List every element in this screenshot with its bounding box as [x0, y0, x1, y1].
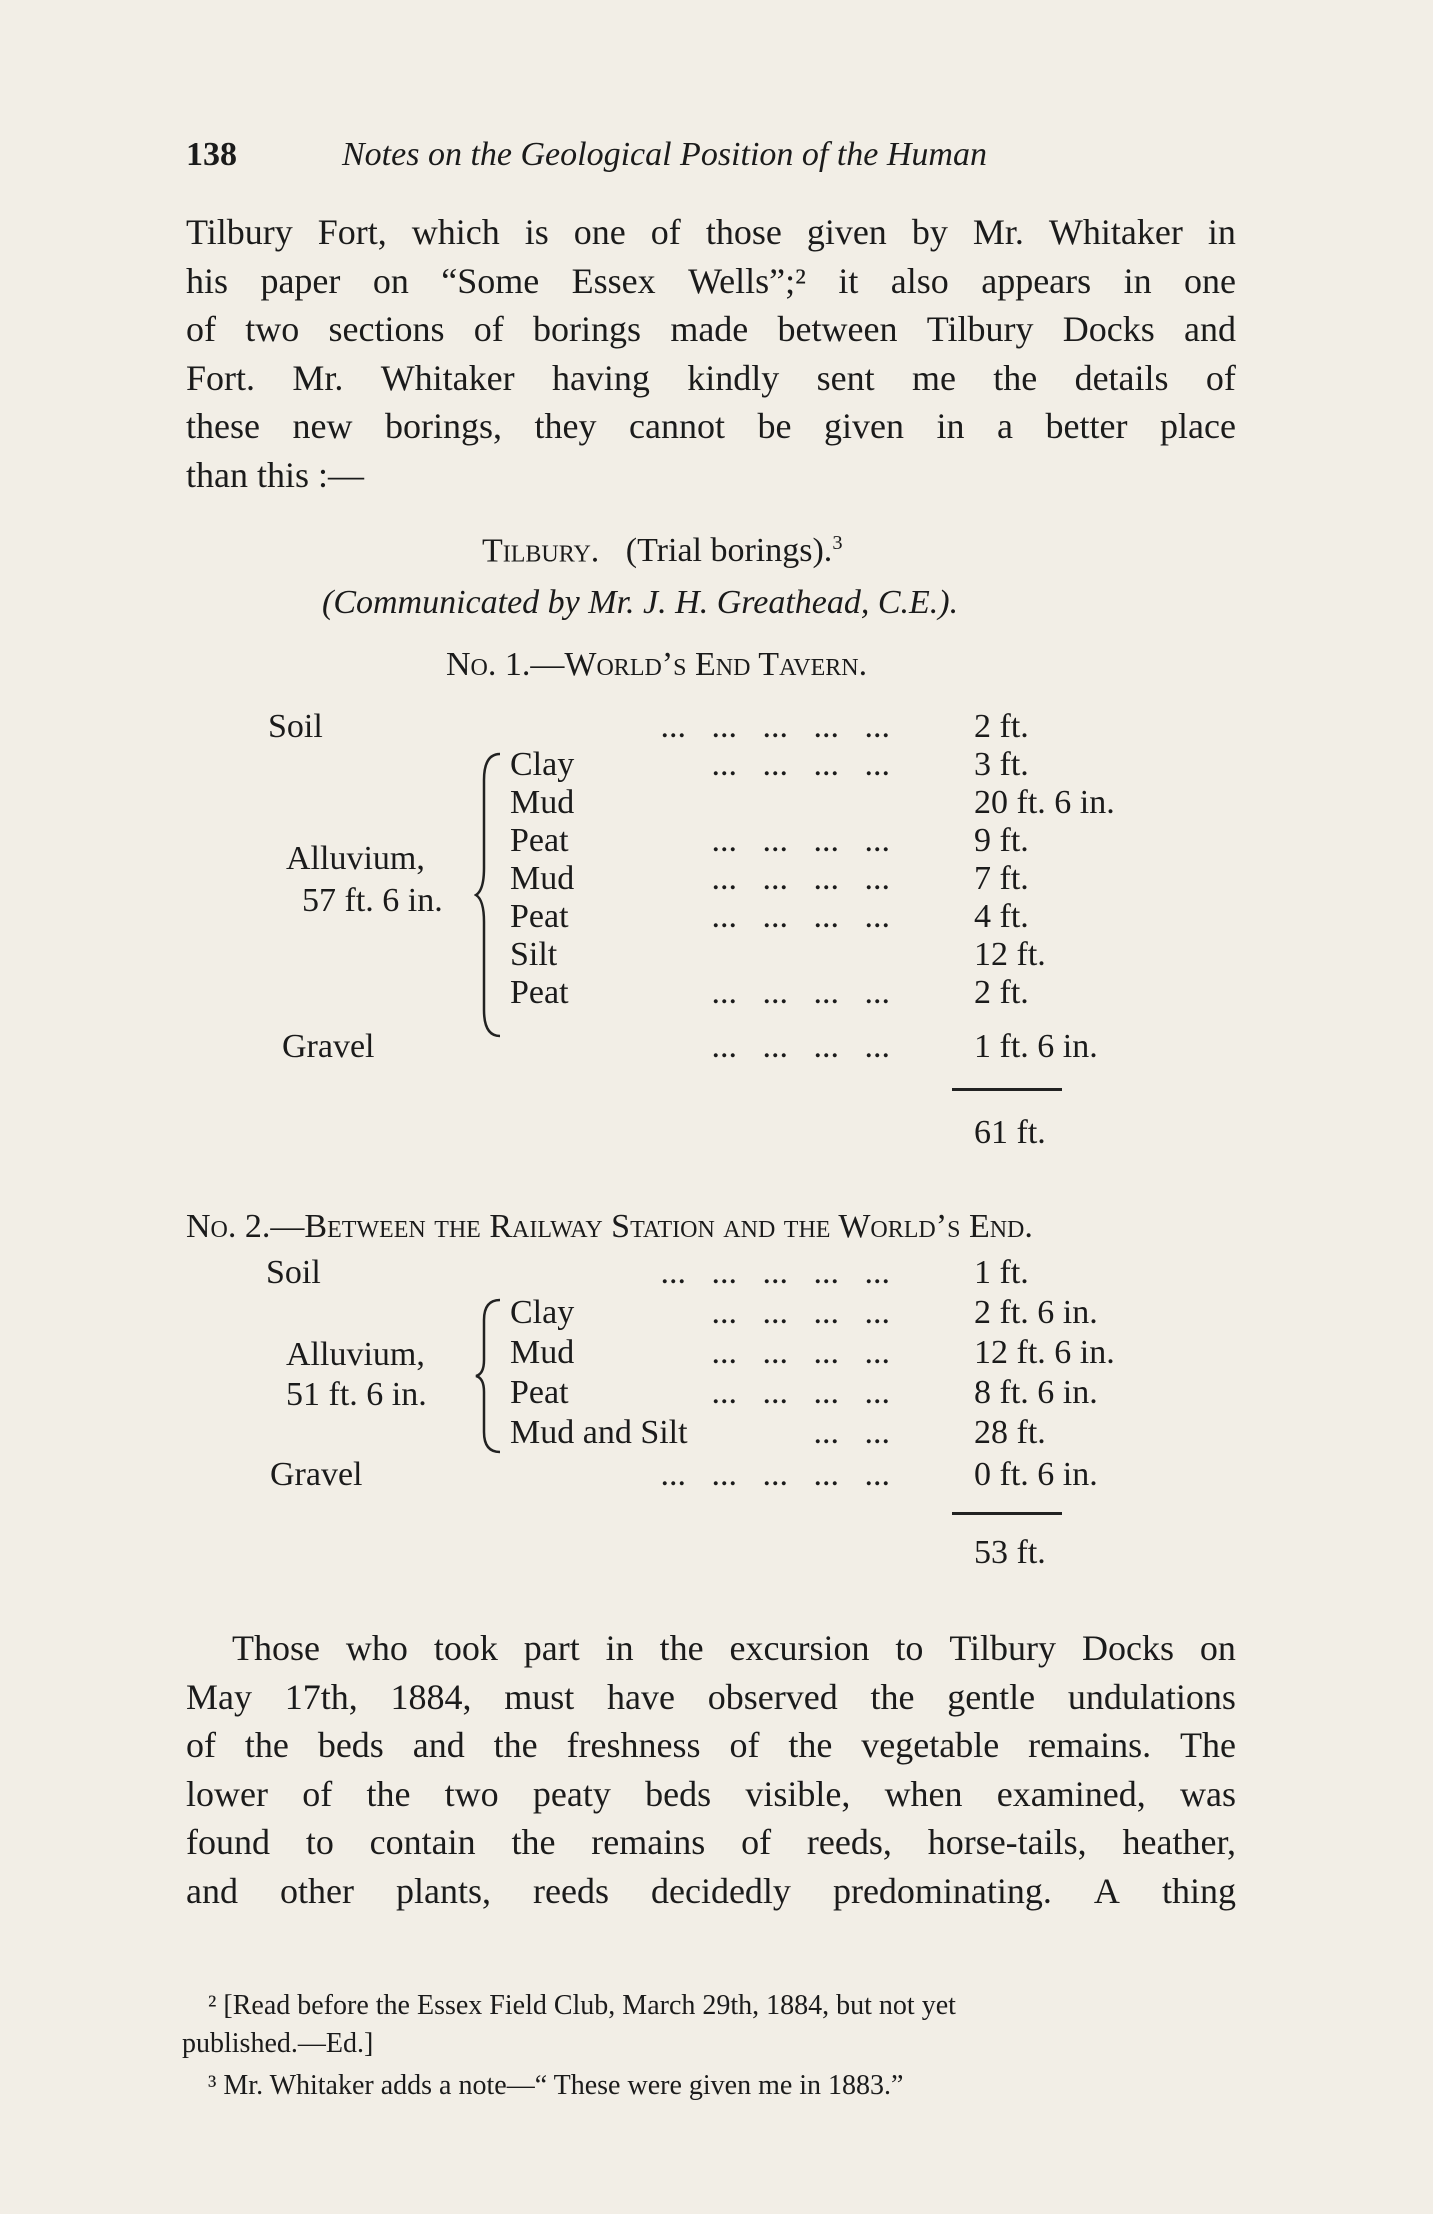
word: Tilbury — [926, 309, 1034, 349]
word: having — [551, 357, 650, 398]
leader-dots: ... ... ... ... — [711, 822, 890, 859]
word: the — [870, 1676, 915, 1717]
word: these — [186, 406, 260, 446]
layer-thickness: 7 ft. — [974, 860, 1029, 897]
word: the — [493, 1725, 538, 1765]
word: vegetable — [861, 1725, 1000, 1765]
closing-line — [186, 1818, 1236, 1867]
word: contain — [369, 1822, 476, 1862]
boring1-group-thickness: 57 ft. 6 in. — [302, 882, 443, 919]
word: the — [788, 1725, 833, 1765]
layer-label: Mud — [510, 860, 575, 897]
word: new — [292, 406, 353, 446]
layer-label: Mud and Silt — [510, 1414, 688, 1451]
word: two — [444, 1773, 499, 1814]
closing-line — [186, 1867, 1236, 1916]
word: Docks — [1062, 309, 1155, 349]
word: The — [1180, 1725, 1236, 1765]
word: of — [741, 1822, 772, 1862]
intro-line — [186, 208, 1236, 257]
word: of — [186, 309, 216, 349]
layer-label: Peat — [510, 822, 569, 859]
word: me — [911, 357, 956, 398]
boring2-total: 53 ft. — [974, 1534, 1046, 1571]
word: Docks — [1081, 1628, 1174, 1668]
word: one — [573, 212, 626, 252]
layer-thickness: 8 ft. 6 in. — [974, 1374, 1098, 1411]
closing-line — [232, 1624, 1236, 1673]
word: reeds — [533, 1870, 609, 1911]
layer-thickness: 1 ft. 6 in. — [974, 1028, 1098, 1065]
word: given — [823, 406, 904, 446]
section-title-rest: (Trial borings). — [625, 532, 833, 570]
word: of — [186, 1725, 216, 1765]
intro-line — [186, 305, 1236, 354]
layer-thickness: 2 ft. — [974, 974, 1029, 1011]
word: the — [659, 1628, 704, 1668]
word: the — [244, 1725, 289, 1765]
word: other — [280, 1870, 354, 1911]
layer-label: Peat — [510, 898, 569, 935]
leader-dots: ... ... ... ... — [711, 746, 890, 783]
word: who — [345, 1628, 408, 1668]
leader-dots: ... ... ... ... ... — [660, 708, 890, 745]
layer-thickness: 28 ft. — [974, 1414, 1046, 1451]
layer-label: Silt — [510, 936, 558, 973]
layer-label: Soil — [266, 1254, 321, 1291]
leader-dots: ... ... ... ... — [711, 1374, 890, 1411]
word: and — [1184, 309, 1236, 349]
layer-thickness: 2 ft. 6 in. — [974, 1294, 1098, 1331]
word: and — [412, 1725, 465, 1765]
intro-line — [186, 402, 1236, 451]
word: better — [1045, 406, 1128, 446]
layer-thickness: 4 ft. — [974, 898, 1029, 935]
closing-line — [186, 1721, 1236, 1770]
word: undulations — [1067, 1676, 1236, 1717]
word: 17th, — [284, 1676, 358, 1717]
word: “Some — [441, 260, 540, 301]
boring1-title: No. 1.—World’s End Tavern. — [446, 646, 868, 683]
page-number: 138 — [186, 136, 237, 173]
word: found — [186, 1822, 270, 1862]
word: Mr. — [292, 357, 344, 398]
section-heading — [482, 532, 843, 570]
word: of — [302, 1773, 333, 1814]
layer-thickness: 3 ft. — [974, 746, 1029, 783]
footnote-2-line2: published.—Ed.] — [182, 2028, 374, 2059]
word: Whitaker — [1048, 212, 1183, 252]
boring1-brace — [474, 750, 504, 1040]
word: May — [186, 1676, 252, 1717]
word: in — [1123, 260, 1152, 301]
closing-line — [186, 1673, 1236, 1722]
layer-label: Clay — [510, 1294, 575, 1331]
word: given — [806, 212, 887, 252]
word: Essex — [571, 260, 656, 301]
word: his — [186, 260, 229, 301]
word: horse-tails, — [927, 1822, 1087, 1862]
layer-thickness: 12 ft. — [974, 936, 1046, 973]
leader-dots: ... ... ... ... — [711, 860, 890, 897]
footnote-3: ³ Mr. Whitaker adds a note—“ These were given me in 1883.” — [208, 2070, 904, 2101]
leader-dots: ... ... ... ... — [711, 898, 890, 935]
layer-thickness: 1 ft. — [974, 1254, 1029, 1291]
layer-label: Mud — [510, 784, 575, 821]
word: also — [890, 260, 949, 301]
word: in — [1207, 212, 1236, 252]
word: in — [936, 406, 965, 446]
word: kindly — [687, 357, 780, 398]
word: borings, — [384, 406, 502, 446]
layer-label: Clay — [510, 746, 575, 783]
word: Those — [232, 1628, 320, 1668]
word: beds — [317, 1725, 384, 1765]
word: must — [504, 1676, 575, 1717]
intro-line — [186, 354, 1236, 403]
section-title: Tilbury. — [482, 532, 600, 570]
word: sections — [328, 309, 445, 349]
word: of — [650, 212, 681, 252]
word: have — [607, 1676, 675, 1717]
word: lower — [186, 1773, 268, 1814]
layer-label: Mud — [510, 1334, 575, 1371]
word: predominating. — [832, 1870, 1052, 1911]
intro-line — [186, 257, 1236, 306]
word: of — [729, 1725, 760, 1765]
word: decidedly — [650, 1870, 791, 1911]
communicated-by: (Communicated by Mr. J. H. Greathead, C.E.). — [322, 584, 959, 621]
boring2-group-label: Alluvium, — [286, 1336, 425, 1373]
leader-dots: ... ... ... ... — [711, 1334, 890, 1371]
word: when — [884, 1773, 963, 1814]
word: Tilbury — [186, 212, 293, 252]
word: than this :— — [186, 454, 364, 495]
word: cannot — [629, 406, 725, 446]
layer-label: Soil — [268, 708, 323, 745]
boring1-total: 61 ft. — [974, 1114, 1046, 1151]
leader-dots: ... ... ... ... — [711, 1028, 890, 1065]
leader-dots: ... ... ... ... ... — [660, 1456, 890, 1493]
word: examined, — [996, 1773, 1146, 1814]
word: reeds, — [806, 1822, 892, 1862]
word: gentle — [947, 1676, 1036, 1717]
word: plants, — [395, 1870, 491, 1911]
word: Whitaker — [380, 357, 515, 398]
word: 1884, — [390, 1676, 472, 1717]
word: heather, — [1122, 1822, 1236, 1862]
boring2-sum-rule — [952, 1512, 1062, 1515]
footnote-2-line1: ² [Read before the Essex Field Club, March 29th, 1884, but not yet — [208, 1990, 956, 2021]
word: they — [534, 406, 597, 446]
word: and — [186, 1870, 238, 1911]
layer-label: Peat — [510, 1374, 569, 1411]
word: the — [993, 357, 1038, 398]
word: Fort, — [317, 212, 387, 252]
leader-dots: ... ... ... ... — [711, 1294, 890, 1331]
layer-thickness: 12 ft. 6 in. — [974, 1334, 1115, 1371]
word: Wells”;² — [688, 260, 806, 301]
boring2-title: No. 2.—Between the Railway Station and the World’s End. — [186, 1208, 1033, 1245]
word: those — [705, 212, 782, 252]
layer-label: Peat — [510, 974, 569, 1011]
layer-thickness: 20 ft. 6 in. — [974, 784, 1115, 821]
boring2-group-thickness: 51 ft. 6 in. — [286, 1376, 427, 1413]
word: in — [605, 1628, 634, 1668]
word: remains. — [1028, 1725, 1152, 1765]
word: of — [473, 309, 504, 349]
word: was — [1179, 1773, 1236, 1814]
word: on — [1199, 1628, 1236, 1668]
word: the — [511, 1822, 556, 1862]
layer-label: Gravel — [282, 1028, 375, 1065]
word: remains — [591, 1822, 706, 1862]
layer-thickness: 0 ft. 6 in. — [974, 1456, 1098, 1493]
word: peaty — [532, 1773, 611, 1814]
word: a — [997, 406, 1013, 446]
boring1-group-label: Alluvium, — [286, 840, 425, 877]
leader-dots: ... ... ... ... ... — [660, 1254, 890, 1291]
word: made — [670, 309, 749, 349]
word: place — [1159, 406, 1236, 446]
word: Mr. — [972, 212, 1024, 252]
word: Fort. — [186, 357, 256, 398]
layer-thickness: 2 ft. — [974, 708, 1029, 745]
closing-line — [186, 1770, 1236, 1819]
footnote-ref-3: 3 — [832, 532, 843, 554]
word: visible, — [745, 1773, 851, 1814]
leader-dots: ... ... — [813, 1414, 890, 1451]
word: on — [372, 260, 409, 301]
word: one — [1184, 260, 1236, 301]
word: it — [838, 260, 859, 301]
word: to — [895, 1628, 924, 1668]
word: by — [911, 212, 948, 252]
word: excursion — [729, 1628, 870, 1668]
layer-thickness: 9 ft. — [974, 822, 1029, 859]
word: borings — [533, 309, 642, 349]
intro-line — [186, 451, 1236, 500]
word: of — [1205, 357, 1236, 398]
word: paper — [260, 260, 341, 301]
word: the — [366, 1773, 411, 1814]
word: sent — [816, 357, 875, 398]
word: thing — [1161, 1870, 1236, 1911]
word: Tilbury — [949, 1628, 1057, 1668]
boring2-brace — [474, 1296, 504, 1456]
word: is — [524, 212, 549, 252]
word: freshness — [566, 1725, 701, 1765]
word: A — [1093, 1870, 1120, 1911]
boring1-sum-rule — [952, 1088, 1062, 1091]
word: observed — [707, 1676, 838, 1717]
word: beds — [645, 1773, 712, 1814]
word: to — [305, 1822, 334, 1862]
word: between — [777, 309, 898, 349]
layer-label: Gravel — [270, 1456, 363, 1493]
word: details — [1074, 357, 1169, 398]
word: be — [757, 406, 792, 446]
leader-dots: ... ... ... ... — [711, 974, 890, 1011]
word: two — [245, 309, 300, 349]
running-title: Notes on the Geological Position of the Human — [342, 136, 987, 173]
word: appears — [981, 260, 1092, 301]
word: part — [523, 1628, 580, 1668]
word: which — [411, 212, 500, 252]
word: took — [433, 1628, 498, 1668]
